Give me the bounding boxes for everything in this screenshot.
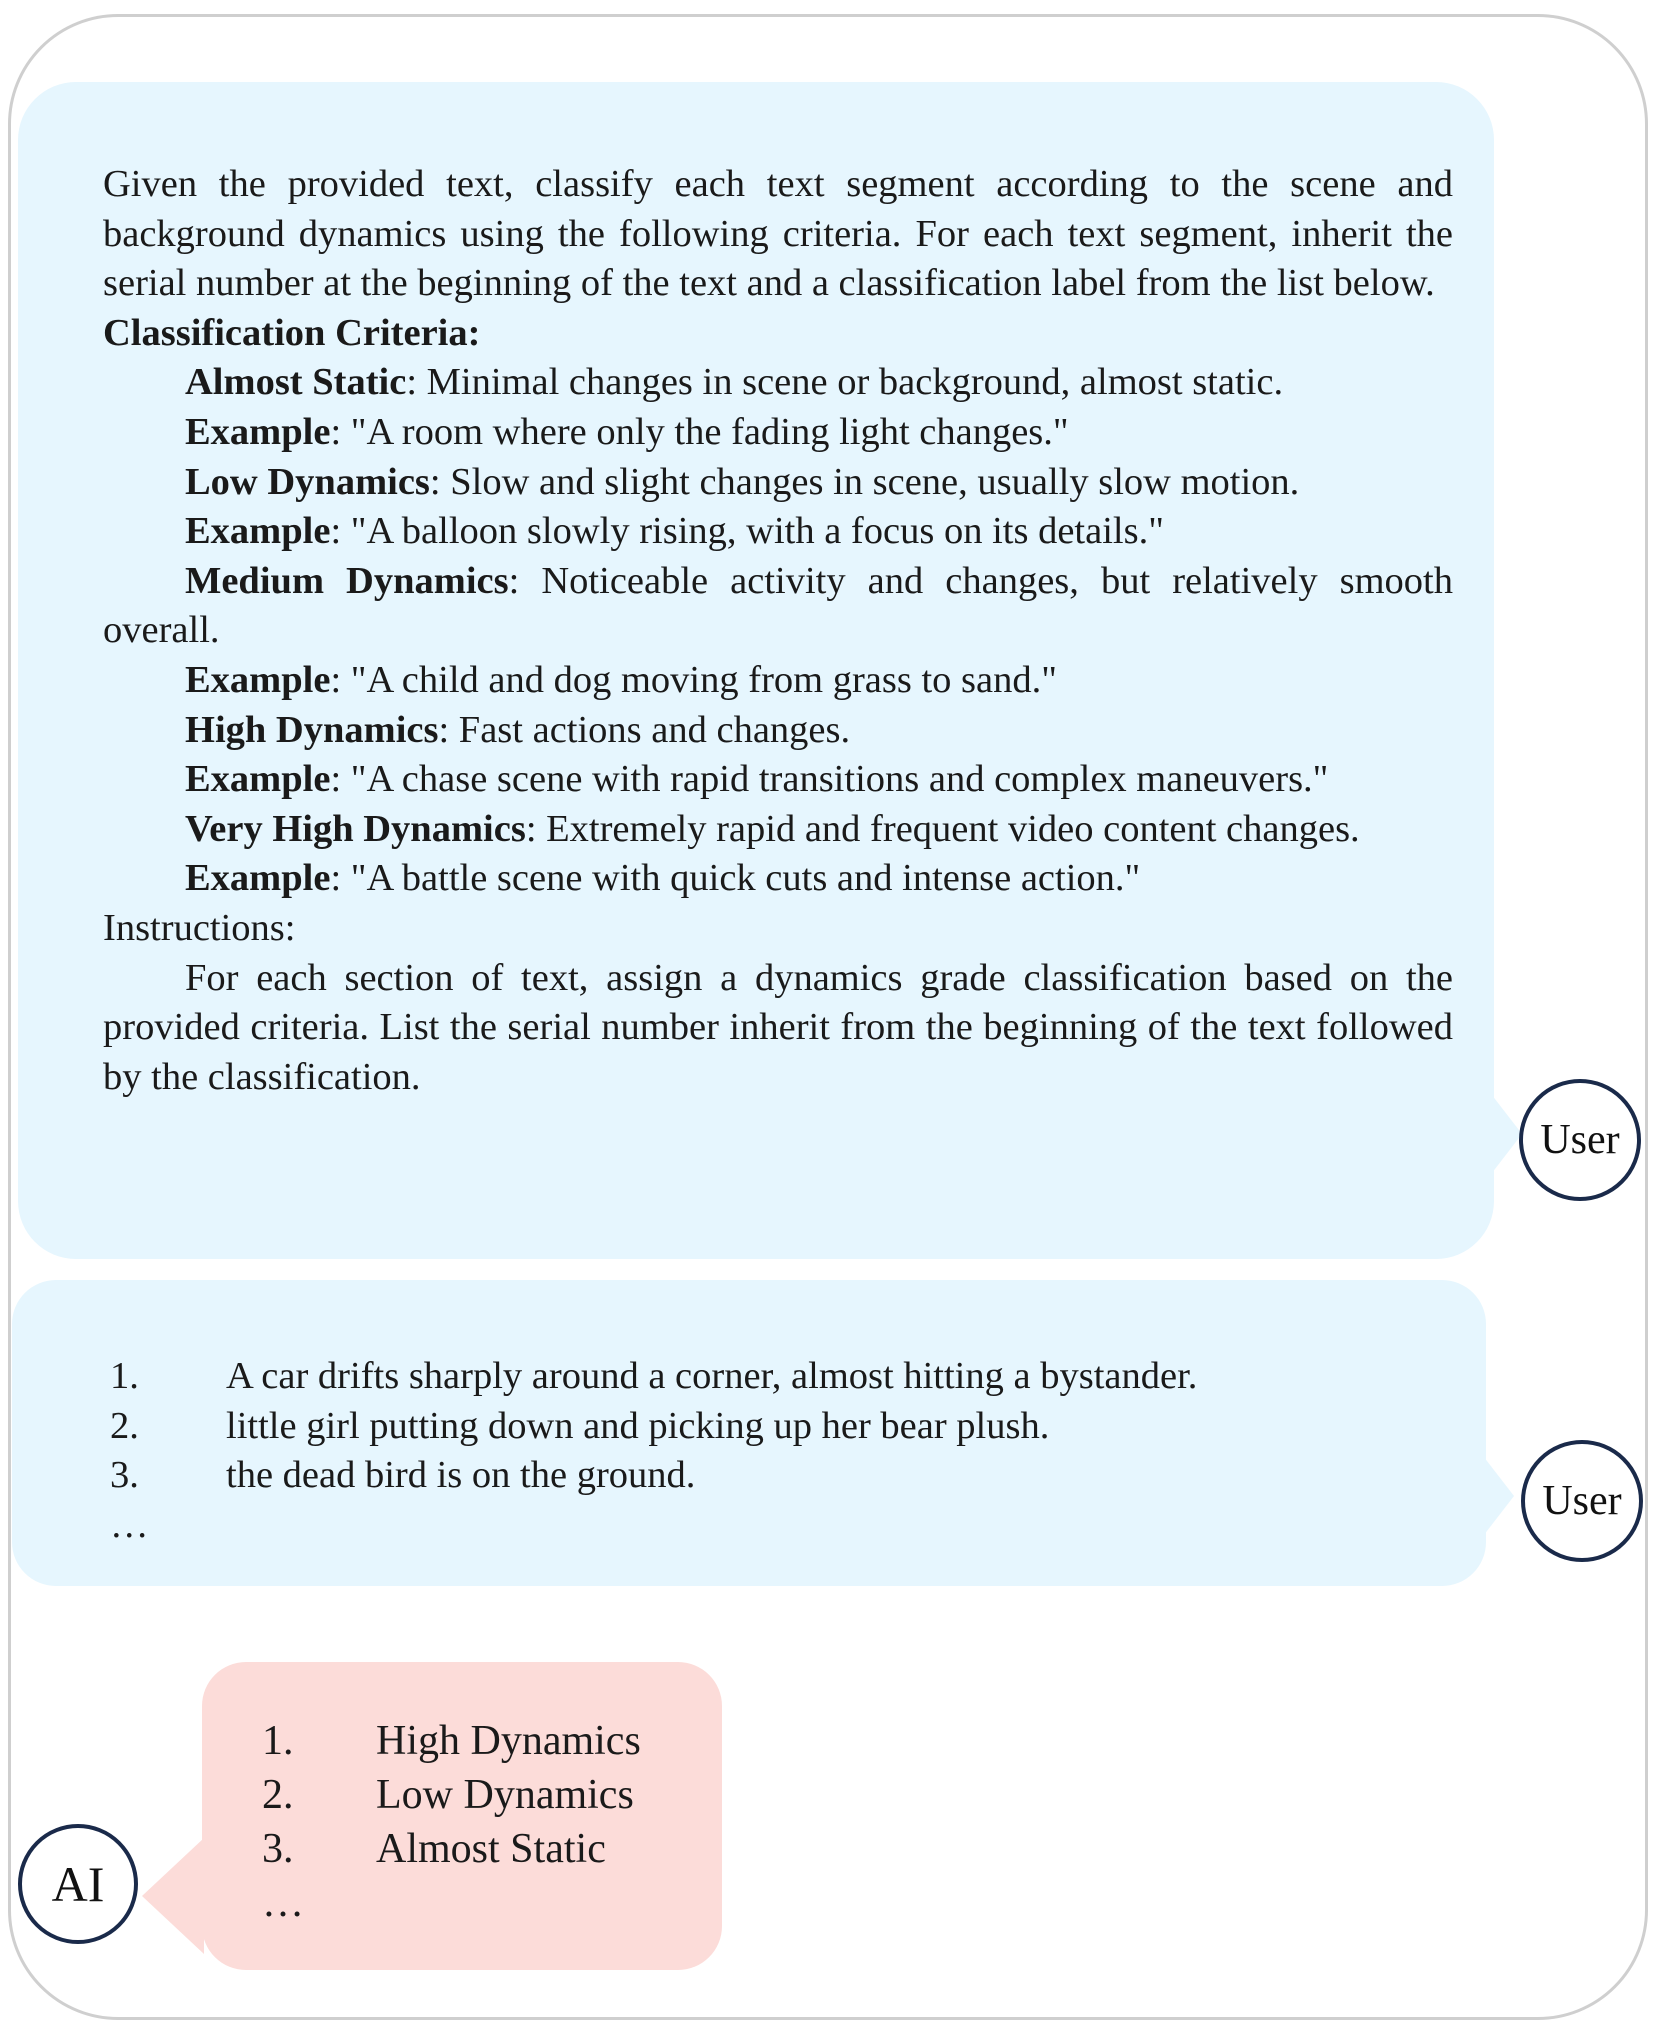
list-item: [110, 1451, 1197, 1501]
list-item-text: little girl putting down and picking up her bear plush.: [226, 1404, 1050, 1447]
list-ellipsis: …: [110, 1503, 149, 1546]
user-input-list: [110, 1352, 1197, 1550]
instructions-text: For each section of text, assign a dynamics grade classification based on the provided criteria. List the serial number inherit from the beginning of the text followed by the classification.: [103, 956, 1453, 1098]
list-item-text: A car drifts sharply around a corner, almost hitting a bystander.: [226, 1355, 1198, 1397]
example-very-high-dynamics: Example: "A battle scene with quick cuts and intense action.": [185, 857, 1141, 900]
ai-avatar: [18, 1824, 138, 1944]
user-avatar-label: User: [1542, 1478, 1622, 1524]
list-ellipsis: …: [262, 1880, 304, 1926]
list-item: [262, 1768, 641, 1822]
list-item-number: 3.: [262, 1826, 294, 1872]
example-high-dynamics: Example: "A chase scene with rapid transitions and complex maneuvers.": [185, 758, 1329, 801]
list-item-text: Almost Static: [376, 1826, 606, 1872]
criterion-very-high-dynamics: Very High Dynamics: Extremely rapid and frequent video content changes.: [185, 807, 1360, 850]
list-item-number: 1.: [262, 1718, 294, 1764]
example-medium-dynamics: Example: "A child and dog moving from grass to sand.": [185, 658, 1057, 701]
user-avatar: [1521, 1440, 1643, 1562]
ai-output-list: [262, 1714, 641, 1930]
list-item: [110, 1402, 1197, 1452]
list-item: [262, 1822, 641, 1876]
ai-avatar-label: AI: [51, 1856, 105, 1912]
criterion-low-dynamics: Low Dynamics: Slow and slight changes in scene, usually slow motion.: [185, 460, 1300, 503]
criteria-heading: Classification Criteria:: [103, 311, 481, 354]
list-item-text: High Dynamics: [376, 1718, 641, 1764]
list-item: [110, 1352, 1197, 1402]
ai-response-bubble-tail: [142, 1838, 204, 1954]
criterion-medium-dynamics: Medium Dynamics: Noticeable activity and changes, but relatively smooth overall.: [103, 559, 1453, 652]
list-item-number: 3.: [110, 1454, 139, 1497]
list-item-number: 2.: [110, 1404, 139, 1447]
prompt-intro: Given the provided text, classify each text segment according to the scene and background dynamics using the following criteria. For each text segment, inherit the serial number at the beginning of the text and a classification label from the list below.: [103, 163, 1453, 305]
instructions-heading: Instructions:: [103, 906, 296, 949]
prompt-text: [103, 160, 1453, 1102]
user-avatar-label: User: [1540, 1117, 1620, 1163]
list-item: [262, 1714, 641, 1768]
list-item-text: the dead bird is on the ground.: [226, 1454, 696, 1497]
user-input-bubble-tail: [1480, 1452, 1514, 1540]
list-item-number: 2.: [262, 1772, 294, 1818]
example-low-dynamics: Example: "A balloon slowly rising, with a focus on its details.": [185, 510, 1164, 553]
example-almost-static: Example: "A room where only the fading light changes.": [185, 410, 1069, 453]
user-prompt-bubble-tail: [1488, 1090, 1522, 1178]
user-avatar: [1519, 1079, 1641, 1201]
list-item-number: 1.: [110, 1355, 139, 1397]
list-item-text: Low Dynamics: [376, 1772, 634, 1818]
criterion-almost-static: Almost Static: Minimal changes in scene or background, almost static.: [185, 361, 1284, 404]
criterion-high-dynamics: High Dynamics: Fast actions and changes.: [185, 708, 851, 751]
